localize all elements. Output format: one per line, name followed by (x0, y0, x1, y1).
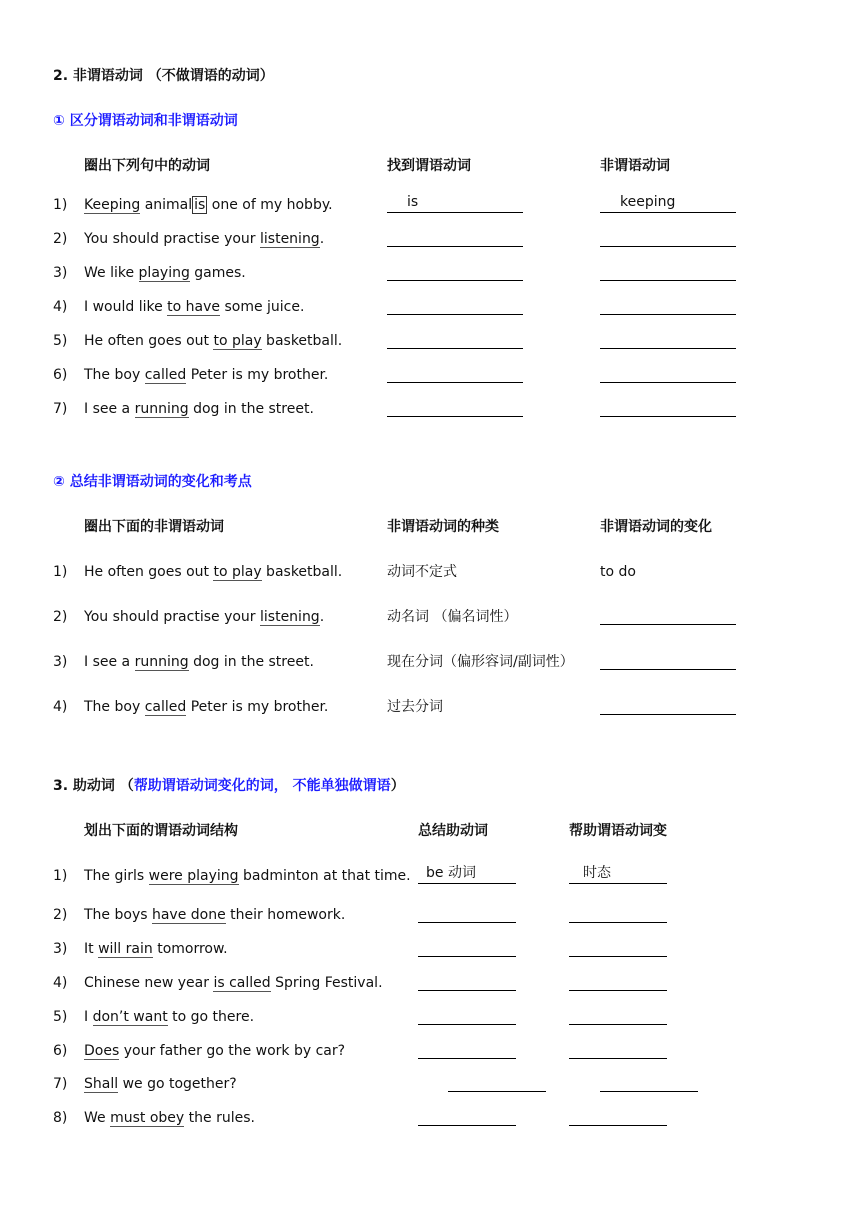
answer-blank[interactable]: keeping (600, 194, 736, 213)
answer-blank[interactable] (418, 1006, 516, 1025)
row-number: 1) (53, 564, 68, 580)
row-number: 2) (53, 231, 68, 247)
answer-blank[interactable] (569, 938, 667, 957)
section3-title: 3. 助动词 （帮助谓语动词变化的词， 不能单独做谓语） (53, 778, 405, 794)
answer-blank[interactable] (387, 296, 523, 315)
row-number: 4) (53, 299, 68, 315)
part2-col2-header: 非谓语动词的种类 (387, 519, 499, 535)
underlined-phrase: Shall (84, 1076, 119, 1092)
answer-blank[interactable] (387, 364, 523, 383)
verb-kind: 现在分词（偏形容词/副词性） (387, 654, 574, 670)
answer-blank[interactable] (448, 1073, 546, 1092)
sentence: The boy called Peter is my brother. (84, 699, 329, 715)
underlined-phrase: have done (151, 907, 226, 923)
answer-blank[interactable] (600, 296, 736, 315)
underlined-word: to play (213, 564, 262, 580)
sentence: He often goes out to play basketball. (84, 564, 343, 580)
part2-col3-header: 非谓语动词的变化 (600, 519, 712, 535)
answer-blank[interactable] (418, 972, 516, 991)
underlined-word: Keeping (84, 197, 141, 213)
sentence: The boys have done their homework. (84, 907, 346, 923)
row-number: 4) (53, 699, 68, 715)
answer-blank[interactable] (387, 228, 523, 247)
answer-blank[interactable] (600, 696, 736, 715)
underlined-phrase: Does (84, 1043, 120, 1059)
underlined-word: to have (167, 299, 221, 315)
answer-blank[interactable]: is (387, 194, 523, 213)
row-number: 7) (53, 401, 68, 417)
row-number: 6) (53, 367, 68, 383)
verb-kind: 动词不定式 (387, 564, 457, 580)
sentence: I see a running dog in the street. (84, 401, 314, 417)
verb-kind: 动名词 （偏名词性） (387, 609, 518, 625)
part1-col3-header: 非谓语动词 (600, 158, 670, 174)
section3-col2-header: 总结助动词 (418, 823, 488, 839)
answer-blank[interactable] (418, 1107, 516, 1126)
answer-blank[interactable] (569, 904, 667, 923)
answer-blank[interactable] (600, 398, 736, 417)
sentence: I don’t want to go there. (84, 1009, 255, 1025)
sentence: You should practise your listening. (84, 609, 325, 625)
sentence: The boy called Peter is my brother. (84, 367, 329, 383)
answer-blank[interactable] (387, 398, 523, 417)
sentence: Keeping animal is one of my hobby. (84, 197, 333, 213)
row-number: 8) (53, 1110, 68, 1126)
sentence: Shall we go together? (84, 1076, 237, 1092)
part1-title: ① 区分谓语动词和非谓语动词 (53, 113, 238, 129)
part2-col1-header: 圈出下面的非谓语动词 (84, 519, 224, 535)
answer-blank[interactable] (569, 1040, 667, 1059)
answer-blank[interactable] (569, 972, 667, 991)
answer-blank[interactable] (600, 606, 736, 625)
row-number: 3) (53, 941, 68, 957)
underlined-phrase: will rain (98, 941, 153, 957)
sentence: I would like to have some juice. (84, 299, 305, 315)
row-number: 3) (53, 265, 68, 281)
underlined-word: running (134, 401, 189, 417)
underlined-phrase: were playing (148, 868, 239, 884)
answer-blank[interactable] (600, 330, 736, 349)
underlined-phrase: must obey (110, 1110, 185, 1126)
row-number: 1) (53, 868, 68, 884)
answer-blank[interactable] (387, 262, 523, 281)
verb-kind: 过去分词 (387, 699, 443, 715)
sentence: It will rain tomorrow. (84, 941, 228, 957)
answer-blank[interactable] (387, 330, 523, 349)
row-number: 2) (53, 609, 68, 625)
underlined-phrase: is called (213, 975, 271, 991)
answer-blank[interactable] (600, 364, 736, 383)
answer-blank[interactable]: 时态 (569, 865, 667, 884)
answer-blank[interactable] (569, 1006, 667, 1025)
underlined-word: running (134, 654, 189, 670)
row-number: 4) (53, 975, 68, 991)
sentence: We must obey the rules. (84, 1110, 255, 1126)
answer-blank[interactable] (600, 228, 736, 247)
answer-blank[interactable] (600, 651, 736, 670)
underlined-word: to play (213, 333, 262, 349)
sentence: Does your father go the work by car? (84, 1043, 346, 1059)
row-number: 3) (53, 654, 68, 670)
row-number: 5) (53, 333, 68, 349)
answer-blank[interactable] (600, 262, 736, 281)
circled-word: is (194, 197, 206, 213)
underlined-phrase: don’t want (92, 1009, 168, 1025)
part2-title: ② 总结非谓语动词的变化和考点 (53, 474, 252, 490)
row-number: 7) (53, 1076, 68, 1092)
sentence: I see a running dog in the street. (84, 654, 314, 670)
part1-col1-header: 圈出下列句中的动词 (84, 158, 210, 174)
row-number: 2) (53, 907, 68, 923)
section2-title: 2. 非谓语动词 （不做谓语的动词） (53, 68, 274, 84)
row-number: 6) (53, 1043, 68, 1059)
underlined-word: listening (260, 609, 320, 625)
answer-blank[interactable]: be 动词 (418, 865, 516, 884)
sentence: He often goes out to play basketball. (84, 333, 343, 349)
underlined-word: called (144, 367, 187, 383)
part1-col2-header: 找到谓语动词 (387, 158, 471, 174)
answer-blank[interactable] (600, 1073, 698, 1092)
section3-col1-header: 划出下面的谓语动词结构 (84, 823, 238, 839)
underlined-word: listening (260, 231, 320, 247)
sentence: The girls were playing badminton at that time. (84, 868, 411, 884)
sentence: Chinese new year is called Spring Festival. (84, 975, 383, 991)
answer-blank[interactable] (418, 1040, 516, 1059)
sentence: We like playing games. (84, 265, 246, 281)
underlined-word: playing (138, 265, 190, 281)
answer-blank[interactable] (418, 938, 516, 957)
answer-blank[interactable] (569, 1107, 667, 1126)
row-number: 1) (53, 197, 68, 213)
verb-change: to do (600, 564, 636, 580)
underlined-word: called (144, 699, 187, 715)
row-number: 5) (53, 1009, 68, 1025)
answer-blank[interactable] (418, 904, 516, 923)
sentence: You should practise your listening. (84, 231, 325, 247)
section3-col3-header: 帮助谓语动词变 (569, 823, 667, 839)
